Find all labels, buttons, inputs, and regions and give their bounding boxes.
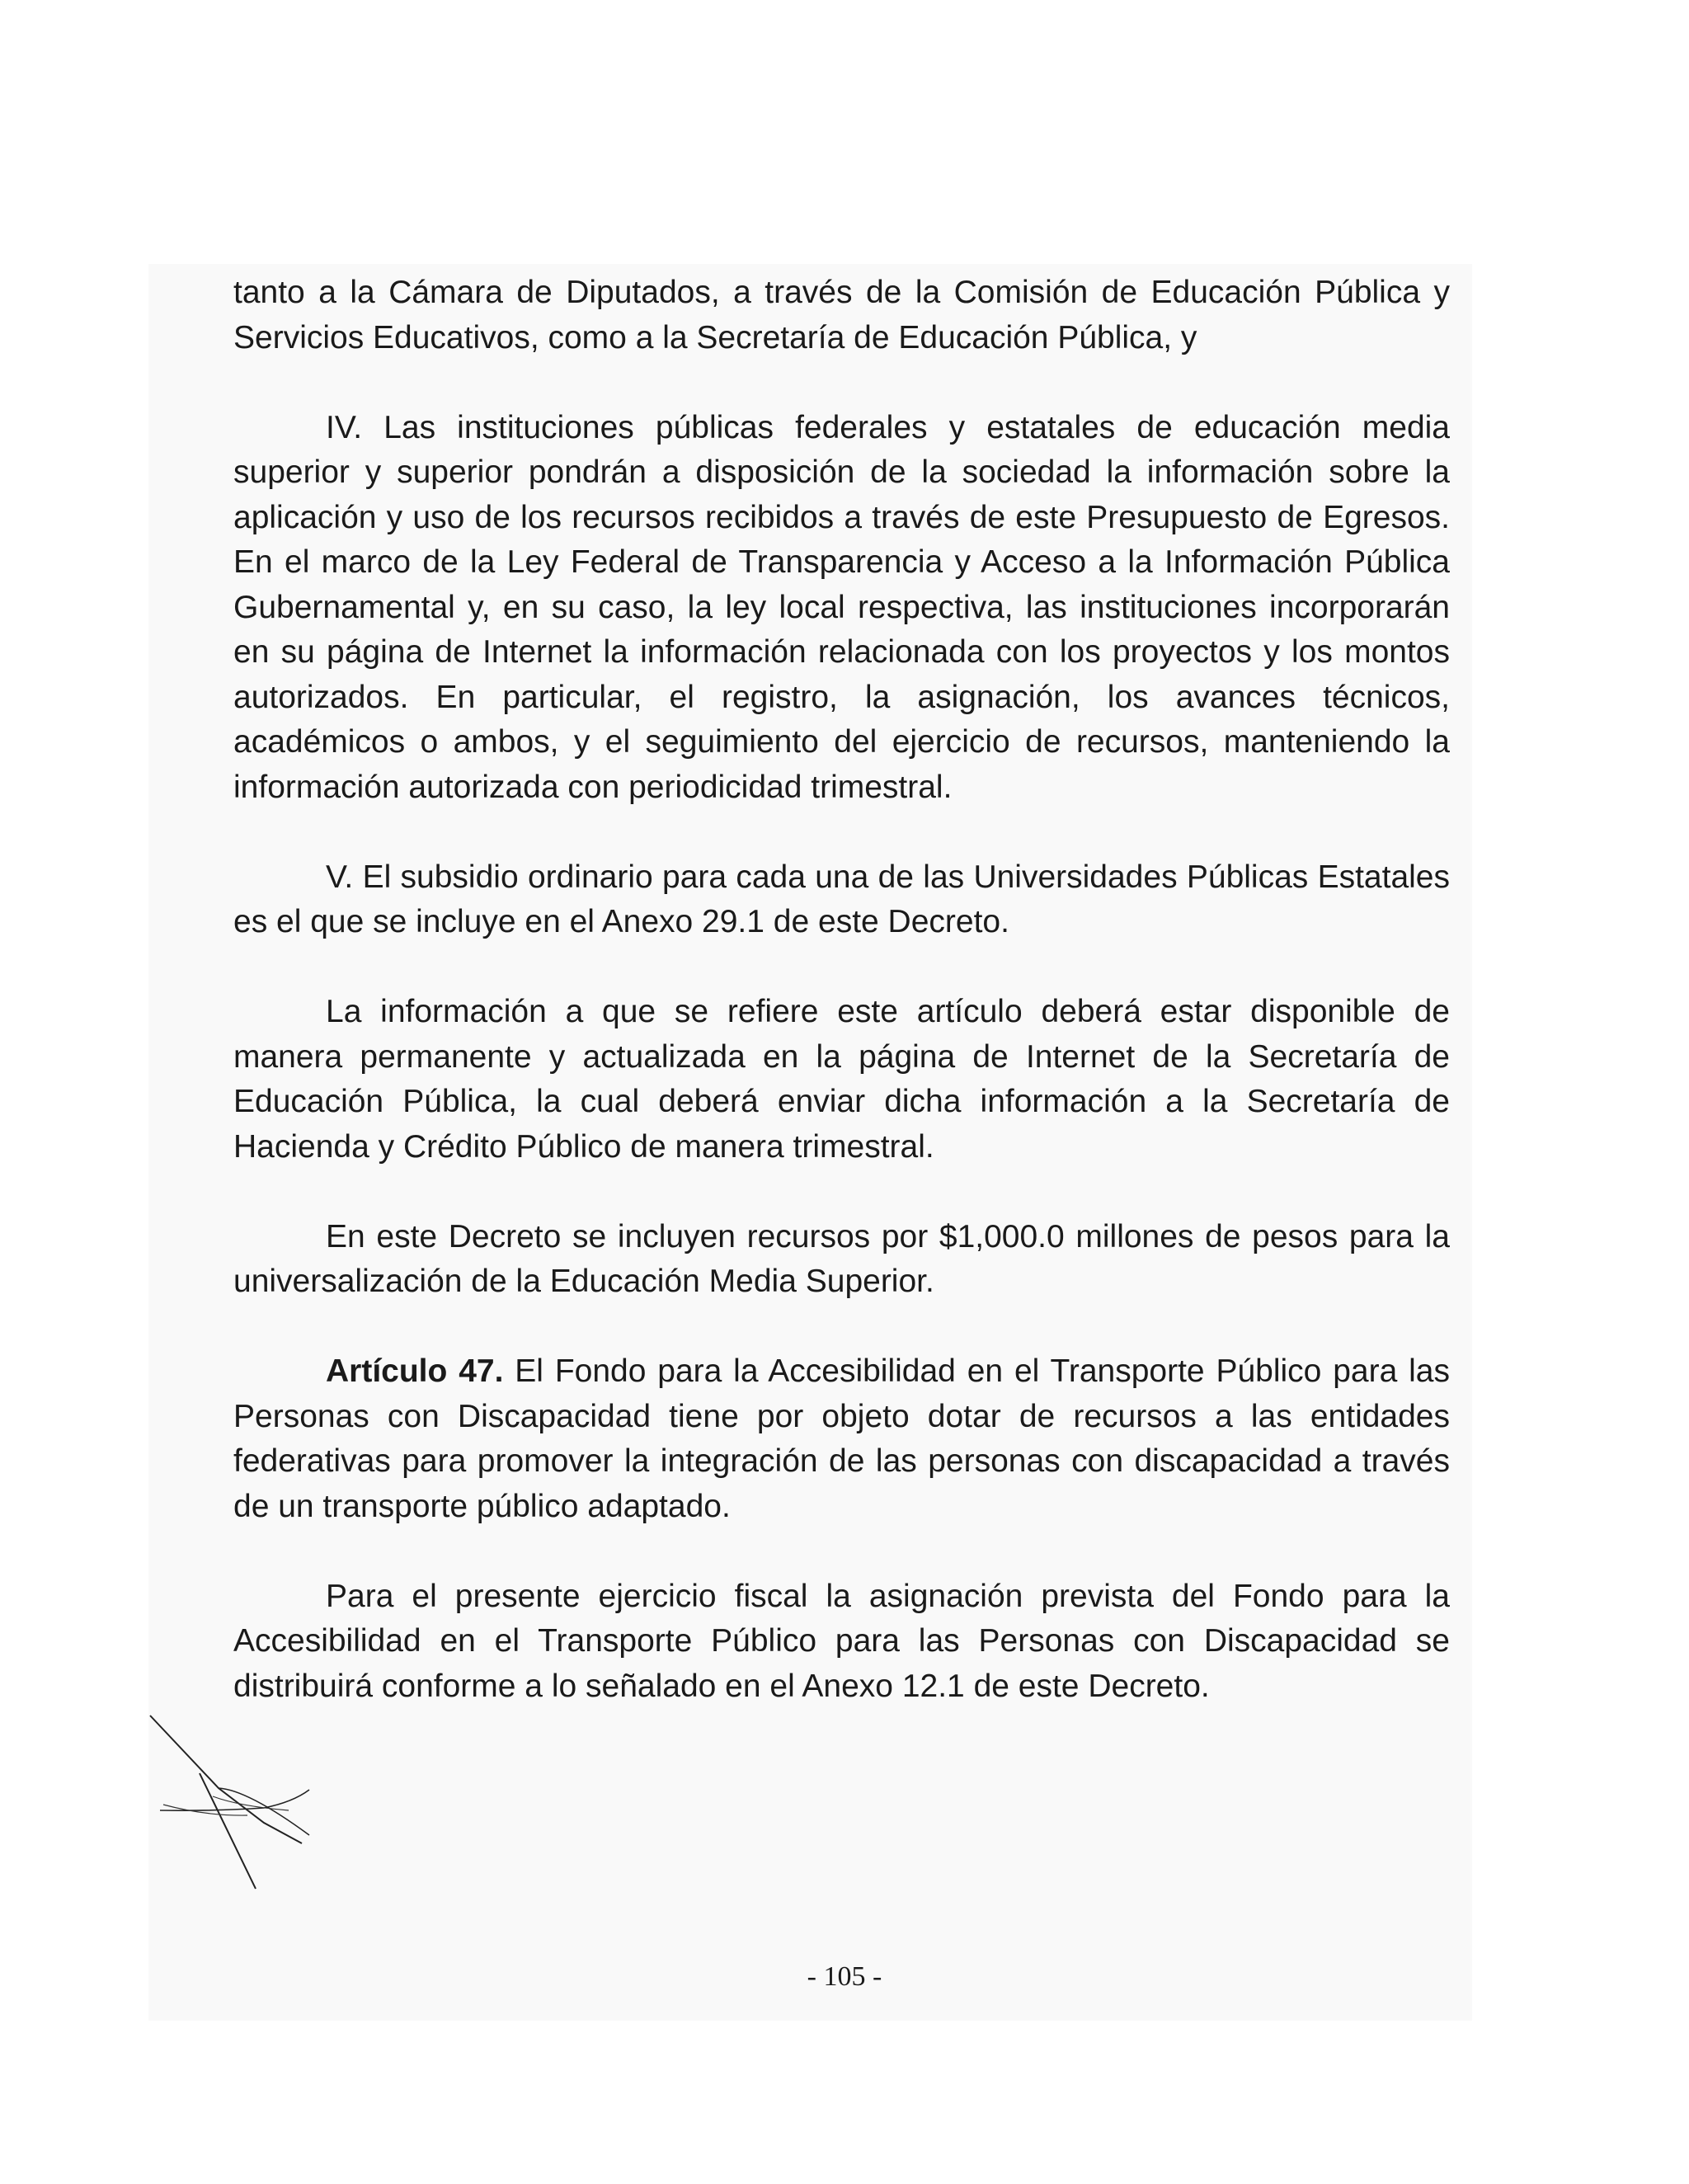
paragraph-information: La información a que se refiere este artículo deberá estar disponible de manera permanente y actualizada en la página de Internet de la Secretaría de Educación Pública, la cual deberá enviar dicha información a la Secretaría de Hacienda y Crédito Público de manera trimestral.	[233, 994, 1450, 1165]
paragraph-article-47	[233, 1349, 1450, 1529]
paragraph-item-iv: IV. Las instituciones públicas federales y estatales de educación media superior y superior pondrán a disposición de la sociedad la información sobre la aplicación y uso de los recursos recibidos a través de este Presupuesto de Egresos. En el marco de la Ley Federal de Transparencia y Acceso a la Información Pública Gubernamental y, en su caso, la ley local respectiva, las instituciones incorporarán en su página de Internet la información relacionada con los proyectos y los montos autorizados. En particular, el registro, la asignación, los avances técnicos, académicos o ambos, y el seguimiento del ejercicio de recursos, manteniendo la información autorizada con periodicidad trimestral.	[233, 409, 1450, 805]
article-body: El Fondo para la Accesibilidad en el Transporte Público para las Personas con Discapacidad tiene por objeto dotar de recursos a las entidades federativas para promover la integración de las personas con discapacidad a través de un transporte público adaptado.	[233, 1353, 1450, 1524]
paragraph-resources: En este Decreto se incluyen recursos por $1,000.0 millones de pesos para la universalización de la Educación Media Superior.	[233, 1218, 1450, 1299]
page-number: - 105 -	[807, 1961, 882, 1992]
paragraph-fiscal-year: Para el presente ejercicio fiscal la asignación prevista del Fondo para la Accesibilidad en el Transporte Público para las Personas con Discapacidad se distribuirá conforme a lo señalado en el Anexo 12.1 de este Decreto.	[233, 1578, 1450, 1704]
paragraph-item-v: V. El subsidio ordinario para cada una de las Universidades Públicas Estatales es el que se incluye en el Anexo 29.1 de este Decreto.	[233, 859, 1450, 939]
article-heading: Artículo 47.	[326, 1353, 504, 1389]
paragraph-continuation: tanto a la Cámara de Diputados, a través de la Comisión de Educación Pública y Servicios Educativos, como a la Secretaría de Educación Pública, y	[233, 275, 1450, 355]
body-text	[233, 271, 1450, 1709]
signature-icon	[140, 1707, 330, 1897]
